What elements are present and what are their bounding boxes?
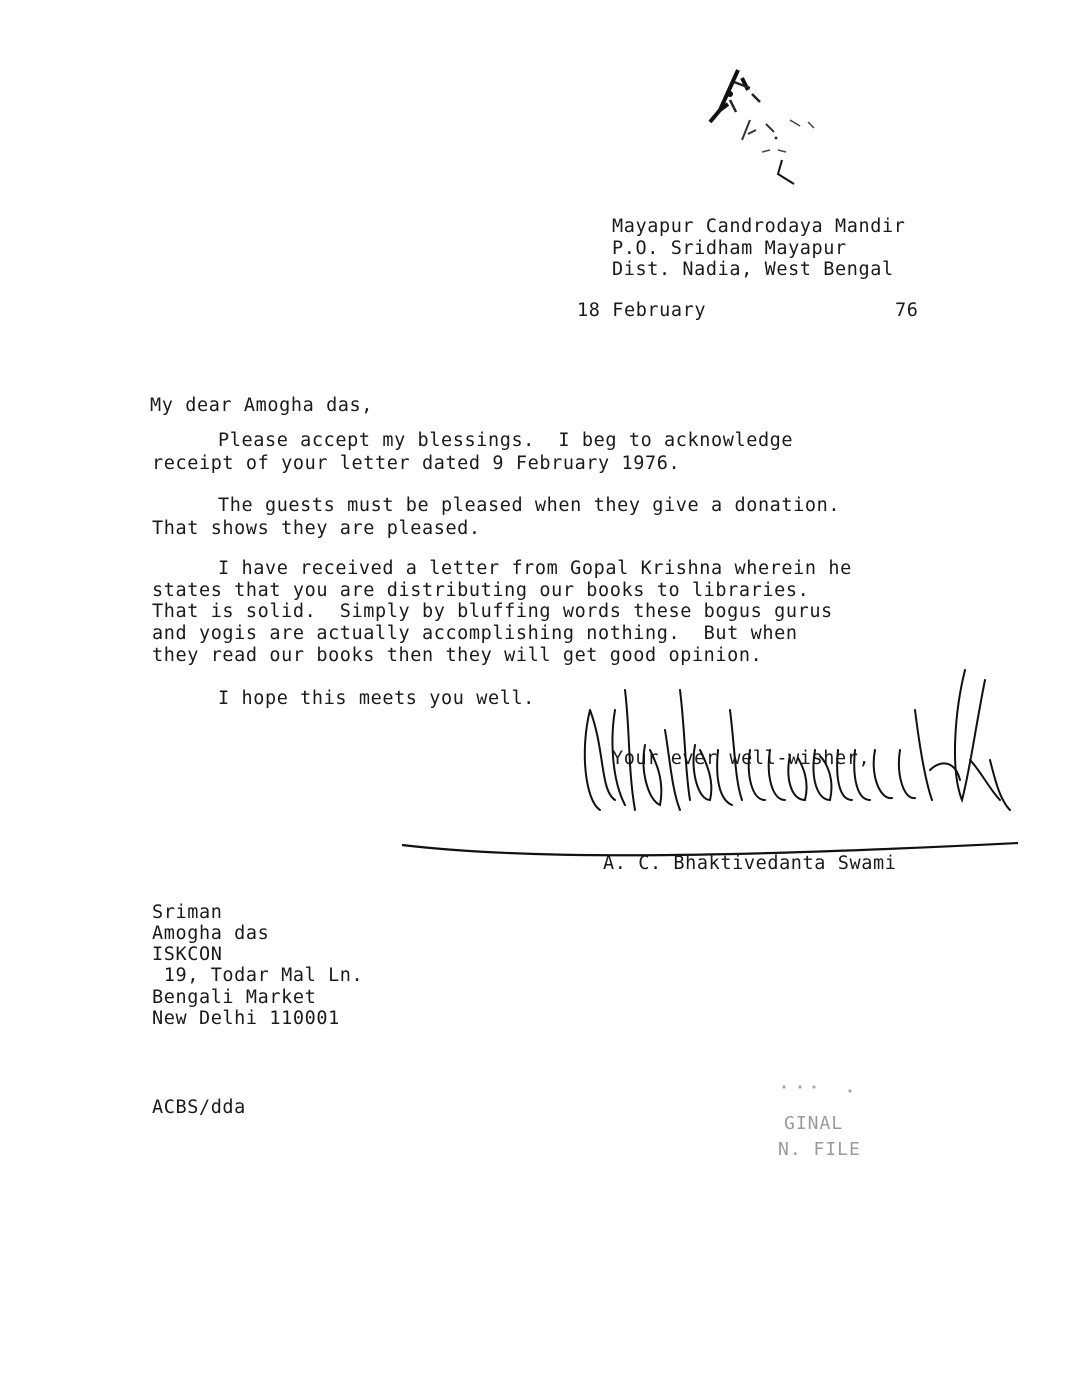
recipient-line-3: ISKCON <box>152 944 223 965</box>
faded-stamp-line-3: N. FILE <box>778 1139 861 1160</box>
body-p3-line-3: That is solid. Simply by bluffing words these bogus gurus <box>152 601 833 622</box>
body-p3-line-2: states that you are distributing our books to libraries. <box>152 580 810 601</box>
salutation: My dear Amogha das, <box>150 395 374 416</box>
body-p4: I hope this meets you well. <box>218 688 535 709</box>
date-day-month: 18 February <box>577 300 707 321</box>
handwritten-signature <box>570 650 1020 830</box>
recipient-line-4: 19, Todar Mal Ln. <box>152 965 364 986</box>
body-p2-line-1: The guests must be pleased when they give a donation. <box>218 495 841 516</box>
handwritten-stamp-mark <box>690 60 850 200</box>
date-year: 76 <box>895 300 919 321</box>
body-p3-line-5: they read our books then they will get good opinion. <box>152 645 763 666</box>
faded-stamp-marks <box>770 1075 860 1099</box>
closing: Your ever well-wisher, <box>612 748 871 769</box>
recipient-line-2: Amogha das <box>152 923 270 944</box>
signer-name: A. C. Bhaktivedanta Swami <box>603 853 897 874</box>
body-p3-line-4: and yogis are actually accomplishing nothing. But when <box>152 623 798 644</box>
recipient-line-5: Bengali Market <box>152 987 317 1008</box>
recipient-line-1: Sriman <box>152 902 223 923</box>
letterhead-line-1: Mayapur Candrodaya Mandir <box>612 216 906 237</box>
faded-stamp-line-2: GINAL <box>784 1113 844 1134</box>
body-p3-line-1: I have received a letter from Gopal Krishna wherein he <box>218 558 852 579</box>
recipient-line-6: New Delhi 110001 <box>152 1008 340 1029</box>
body-p2-line-2: That shows they are pleased. <box>152 518 481 539</box>
letterhead-line-2: P.O. Sridham Mayapur <box>612 238 847 259</box>
body-p1-line-2: receipt of your letter dated 9 February 1976. <box>152 453 681 474</box>
body-p1-line-1: Please accept my blessings. I beg to acknowledge <box>218 430 794 451</box>
faded-file-stamp <box>760 1075 900 1175</box>
letterhead-line-3: Dist. Nadia, West Bengal <box>612 259 894 280</box>
reference-initials: ACBS/dda <box>152 1097 246 1118</box>
